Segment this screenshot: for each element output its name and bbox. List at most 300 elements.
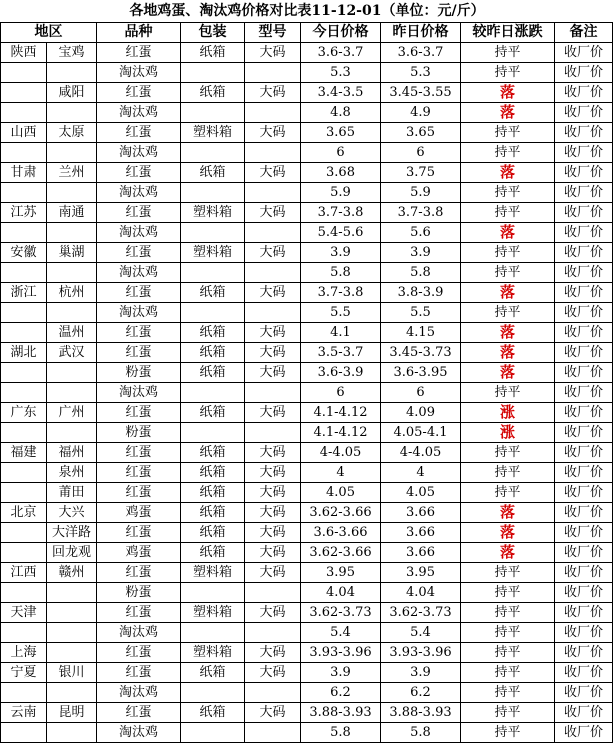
table-row xyxy=(1,123,613,143)
packaging-cell xyxy=(181,423,245,443)
today-price-cell: 5.8 xyxy=(301,723,381,743)
size-cell: 大码 xyxy=(245,503,301,523)
yesterday-price-cell: 3.66 xyxy=(381,503,461,523)
table-row xyxy=(1,543,613,563)
yesterday-price-cell: 6 xyxy=(381,383,461,403)
city-cell: 莆田 xyxy=(47,483,97,503)
packaging-cell: 纸箱 xyxy=(181,523,245,543)
packaging-cell xyxy=(181,183,245,203)
packaging-cell xyxy=(181,223,245,243)
yesterday-price-cell: 3.66 xyxy=(381,523,461,543)
today-price-cell: 3.68 xyxy=(301,163,381,183)
size-cell: 大码 xyxy=(245,703,301,723)
packaging-cell: 塑料箱 xyxy=(181,643,245,663)
variety-cell: 红蛋 xyxy=(97,523,181,543)
today-price-cell: 4.1-4.12 xyxy=(301,423,381,443)
yesterday-price-cell: 3.95 xyxy=(381,563,461,583)
variety-cell: 淘汰鸡 xyxy=(97,183,181,203)
header-yesterday-price: 昨日价格 xyxy=(381,23,461,43)
change-cell: 持平 xyxy=(461,463,555,483)
change-cell: 持平 xyxy=(461,603,555,623)
city-cell xyxy=(47,223,97,243)
today-price-cell: 4.1-4.12 xyxy=(301,403,381,423)
city-cell: 兰州 xyxy=(47,163,97,183)
province-cell xyxy=(1,463,47,483)
city-cell xyxy=(47,303,97,323)
size-cell: 大码 xyxy=(245,203,301,223)
today-price-cell: 3.5-3.7 xyxy=(301,343,381,363)
size-cell xyxy=(245,723,301,743)
today-price-cell: 4.8 xyxy=(301,103,381,123)
city-cell xyxy=(47,263,97,283)
today-price-cell: 3.93-3.96 xyxy=(301,643,381,663)
change-cell: 持平 xyxy=(461,583,555,603)
city-cell: 杭州 xyxy=(47,283,97,303)
packaging-cell: 纸箱 xyxy=(181,283,245,303)
size-cell xyxy=(245,683,301,703)
city-cell xyxy=(47,183,97,203)
note-cell: 收厂价 xyxy=(555,63,613,83)
yesterday-price-cell: 3.93-3.96 xyxy=(381,643,461,663)
change-cell: 持平 xyxy=(461,623,555,643)
city-cell xyxy=(47,603,97,623)
packaging-cell: 纸箱 xyxy=(181,543,245,563)
today-price-cell: 3.88-3.93 xyxy=(301,703,381,723)
change-cell: 涨 xyxy=(461,403,555,423)
table-row xyxy=(1,523,613,543)
size-cell xyxy=(245,223,301,243)
note-cell: 收厂价 xyxy=(555,43,613,63)
city-cell: 大兴 xyxy=(47,503,97,523)
size-cell: 大码 xyxy=(245,663,301,683)
table-row xyxy=(1,723,613,743)
variety-cell: 淘汰鸡 xyxy=(97,383,181,403)
note-cell: 收厂价 xyxy=(555,183,613,203)
city-cell xyxy=(47,423,97,443)
province-cell xyxy=(1,83,47,103)
variety-cell: 红蛋 xyxy=(97,463,181,483)
province-cell: 北京 xyxy=(1,503,47,523)
today-price-cell: 3.7-3.8 xyxy=(301,283,381,303)
table-row xyxy=(1,423,613,443)
province-cell: 江西 xyxy=(1,563,47,583)
note-cell: 收厂价 xyxy=(555,363,613,383)
province-cell xyxy=(1,723,47,743)
table-row xyxy=(1,43,613,63)
packaging-cell xyxy=(181,303,245,323)
table-row xyxy=(1,143,613,163)
table-row xyxy=(1,103,613,123)
variety-cell: 红蛋 xyxy=(97,203,181,223)
variety-cell: 红蛋 xyxy=(97,663,181,683)
packaging-cell: 纸箱 xyxy=(181,323,245,343)
yesterday-price-cell: 3.9 xyxy=(381,663,461,683)
note-cell: 收厂价 xyxy=(555,223,613,243)
header-region: 地区 xyxy=(1,23,97,43)
change-cell: 持平 xyxy=(461,563,555,583)
variety-cell: 红蛋 xyxy=(97,403,181,423)
packaging-cell: 纸箱 xyxy=(181,343,245,363)
variety-cell: 粉蛋 xyxy=(97,423,181,443)
yesterday-price-cell: 4-4.05 xyxy=(381,443,461,463)
note-cell: 收厂价 xyxy=(555,603,613,623)
packaging-cell xyxy=(181,103,245,123)
province-cell xyxy=(1,623,47,643)
variety-cell: 淘汰鸡 xyxy=(97,683,181,703)
header-variety: 品种 xyxy=(97,23,181,43)
yesterday-price-cell: 4.15 xyxy=(381,323,461,343)
variety-cell: 淘汰鸡 xyxy=(97,223,181,243)
table-row xyxy=(1,443,613,463)
province-cell xyxy=(1,423,47,443)
packaging-cell xyxy=(181,63,245,83)
change-cell: 持平 xyxy=(461,203,555,223)
packaging-cell: 纸箱 xyxy=(181,703,245,723)
size-cell xyxy=(245,383,301,403)
change-cell: 持平 xyxy=(461,643,555,663)
yesterday-price-cell: 4.04 xyxy=(381,583,461,603)
today-price-cell: 5.8 xyxy=(301,263,381,283)
header-size: 型号 xyxy=(245,23,301,43)
header-today-price: 今日价格 xyxy=(301,23,381,43)
size-cell: 大码 xyxy=(245,603,301,623)
size-cell: 大码 xyxy=(245,643,301,663)
packaging-cell xyxy=(181,263,245,283)
packaging-cell xyxy=(181,383,245,403)
yesterday-price-cell: 3.9 xyxy=(381,243,461,263)
city-cell: 南通 xyxy=(47,203,97,223)
size-cell: 大码 xyxy=(245,443,301,463)
yesterday-price-cell: 5.5 xyxy=(381,303,461,323)
yesterday-price-cell: 3.45-3.55 xyxy=(381,83,461,103)
variety-cell: 红蛋 xyxy=(97,83,181,103)
province-cell: 福建 xyxy=(1,443,47,463)
city-cell xyxy=(47,383,97,403)
size-cell: 大码 xyxy=(245,343,301,363)
note-cell: 收厂价 xyxy=(555,83,613,103)
province-cell xyxy=(1,363,47,383)
packaging-cell: 纸箱 xyxy=(181,363,245,383)
table-row xyxy=(1,323,613,343)
table-row xyxy=(1,583,613,603)
table-row xyxy=(1,643,613,663)
note-cell: 收厂价 xyxy=(555,483,613,503)
change-cell: 持平 xyxy=(461,443,555,463)
city-cell xyxy=(47,683,97,703)
province-cell: 江苏 xyxy=(1,203,47,223)
today-price-cell: 5.3 xyxy=(301,63,381,83)
today-price-cell: 3.9 xyxy=(301,663,381,683)
change-cell: 持平 xyxy=(461,703,555,723)
change-cell: 持平 xyxy=(461,43,555,63)
variety-cell: 淘汰鸡 xyxy=(97,623,181,643)
change-cell: 落 xyxy=(461,323,555,343)
change-cell: 持平 xyxy=(461,123,555,143)
today-price-cell: 4-4.05 xyxy=(301,443,381,463)
province-cell: 浙江 xyxy=(1,283,47,303)
province-cell xyxy=(1,383,47,403)
note-cell: 收厂价 xyxy=(555,103,613,123)
variety-cell: 淘汰鸡 xyxy=(97,303,181,323)
yesterday-price-cell: 4.9 xyxy=(381,103,461,123)
table-row xyxy=(1,663,613,683)
variety-cell: 红蛋 xyxy=(97,343,181,363)
yesterday-price-cell: 6 xyxy=(381,143,461,163)
variety-cell: 红蛋 xyxy=(97,243,181,263)
city-cell: 广州 xyxy=(47,403,97,423)
table-row xyxy=(1,183,613,203)
size-cell: 大码 xyxy=(245,83,301,103)
today-price-cell: 3.62-3.66 xyxy=(301,503,381,523)
city-cell xyxy=(47,363,97,383)
variety-cell: 红蛋 xyxy=(97,323,181,343)
variety-cell: 红蛋 xyxy=(97,163,181,183)
city-cell: 武汉 xyxy=(47,343,97,363)
note-cell: 收厂价 xyxy=(555,703,613,723)
packaging-cell: 纸箱 xyxy=(181,663,245,683)
yesterday-price-cell: 5.3 xyxy=(381,63,461,83)
table-row xyxy=(1,243,613,263)
variety-cell: 红蛋 xyxy=(97,443,181,463)
province-cell: 湖北 xyxy=(1,343,47,363)
header-packaging: 包装 xyxy=(181,23,245,43)
note-cell: 收厂价 xyxy=(555,643,613,663)
yesterday-price-cell: 3.88-3.93 xyxy=(381,703,461,723)
size-cell: 大码 xyxy=(245,543,301,563)
change-cell: 落 xyxy=(461,543,555,563)
packaging-cell: 纸箱 xyxy=(181,483,245,503)
city-cell xyxy=(47,63,97,83)
variety-cell: 粉蛋 xyxy=(97,583,181,603)
today-price-cell: 5.9 xyxy=(301,183,381,203)
change-cell: 持平 xyxy=(461,263,555,283)
packaging-cell xyxy=(181,143,245,163)
size-cell xyxy=(245,63,301,83)
packaging-cell: 纸箱 xyxy=(181,163,245,183)
today-price-cell: 3.62-3.66 xyxy=(301,543,381,563)
province-cell xyxy=(1,183,47,203)
packaging-cell xyxy=(181,623,245,643)
province-cell xyxy=(1,543,47,563)
note-cell: 收厂价 xyxy=(555,283,613,303)
table-row xyxy=(1,463,613,483)
table-row xyxy=(1,203,613,223)
yesterday-price-cell: 3.8-3.9 xyxy=(381,283,461,303)
city-cell: 巢湖 xyxy=(47,243,97,263)
table-row xyxy=(1,483,613,503)
change-cell: 落 xyxy=(461,343,555,363)
table-row xyxy=(1,563,613,583)
variety-cell: 红蛋 xyxy=(97,283,181,303)
yesterday-price-cell: 3.45-3.73 xyxy=(381,343,461,363)
change-cell: 涨 xyxy=(461,423,555,443)
note-cell: 收厂价 xyxy=(555,123,613,143)
variety-cell: 红蛋 xyxy=(97,123,181,143)
yesterday-price-cell: 3.62-3.73 xyxy=(381,603,461,623)
table-row xyxy=(1,503,613,523)
change-cell: 持平 xyxy=(461,723,555,743)
note-cell: 收厂价 xyxy=(555,403,613,423)
note-cell: 收厂价 xyxy=(555,163,613,183)
note-cell: 收厂价 xyxy=(555,623,613,643)
packaging-cell: 纸箱 xyxy=(181,463,245,483)
province-cell xyxy=(1,263,47,283)
today-price-cell: 4.04 xyxy=(301,583,381,603)
yesterday-price-cell: 3.7-3.8 xyxy=(381,203,461,223)
size-cell xyxy=(245,623,301,643)
province-cell xyxy=(1,223,47,243)
packaging-cell xyxy=(181,723,245,743)
note-cell: 收厂价 xyxy=(555,443,613,463)
province-cell xyxy=(1,63,47,83)
yesterday-price-cell: 3.66 xyxy=(381,543,461,563)
variety-cell: 淘汰鸡 xyxy=(97,723,181,743)
today-price-cell: 6 xyxy=(301,383,381,403)
yesterday-price-cell: 5.6 xyxy=(381,223,461,243)
size-cell: 大码 xyxy=(245,323,301,343)
today-price-cell: 4.1 xyxy=(301,323,381,343)
packaging-cell: 塑料箱 xyxy=(181,123,245,143)
yesterday-price-cell: 5.8 xyxy=(381,723,461,743)
note-cell: 收厂价 xyxy=(555,303,613,323)
today-price-cell: 3.9 xyxy=(301,243,381,263)
note-cell: 收厂价 xyxy=(555,383,613,403)
table-row xyxy=(1,603,613,623)
note-cell: 收厂价 xyxy=(555,423,613,443)
packaging-cell: 纸箱 xyxy=(181,83,245,103)
yesterday-price-cell: 4.05 xyxy=(381,483,461,503)
yesterday-price-cell: 3.6-3.95 xyxy=(381,363,461,383)
province-cell: 广东 xyxy=(1,403,47,423)
change-cell: 落 xyxy=(461,83,555,103)
packaging-cell: 纸箱 xyxy=(181,403,245,423)
today-price-cell: 3.6-3.66 xyxy=(301,523,381,543)
variety-cell: 淘汰鸡 xyxy=(97,103,181,123)
city-cell: 温州 xyxy=(47,323,97,343)
today-price-cell: 3.6-3.9 xyxy=(301,363,381,383)
city-cell: 泉州 xyxy=(47,463,97,483)
note-cell: 收厂价 xyxy=(555,543,613,563)
variety-cell: 红蛋 xyxy=(97,43,181,63)
city-cell xyxy=(47,583,97,603)
variety-cell: 淘汰鸡 xyxy=(97,263,181,283)
variety-cell: 红蛋 xyxy=(97,703,181,723)
change-cell: 落 xyxy=(461,523,555,543)
size-cell: 大码 xyxy=(245,463,301,483)
province-cell xyxy=(1,323,47,343)
province-cell xyxy=(1,683,47,703)
note-cell: 收厂价 xyxy=(555,143,613,163)
yesterday-price-cell: 5.9 xyxy=(381,183,461,203)
size-cell: 大码 xyxy=(245,483,301,503)
today-price-cell: 3.65 xyxy=(301,123,381,143)
size-cell: 大码 xyxy=(245,363,301,383)
note-cell: 收厂价 xyxy=(555,323,613,343)
change-cell: 持平 xyxy=(461,483,555,503)
table-row xyxy=(1,263,613,283)
yesterday-price-cell: 5.8 xyxy=(381,263,461,283)
note-cell: 收厂价 xyxy=(555,583,613,603)
yesterday-price-cell: 4 xyxy=(381,463,461,483)
yesterday-price-cell: 4.05-4.1 xyxy=(381,423,461,443)
change-cell: 落 xyxy=(461,223,555,243)
table-row xyxy=(1,703,613,723)
province-cell: 宁夏 xyxy=(1,663,47,683)
note-cell: 收厂价 xyxy=(555,723,613,743)
province-cell: 陕西 xyxy=(1,43,47,63)
today-price-cell: 6.2 xyxy=(301,683,381,703)
size-cell: 大码 xyxy=(245,563,301,583)
province-cell xyxy=(1,143,47,163)
header-note: 备注 xyxy=(555,23,613,43)
packaging-cell: 纸箱 xyxy=(181,43,245,63)
yesterday-price-cell: 4.09 xyxy=(381,403,461,423)
province-cell: 甘肃 xyxy=(1,163,47,183)
packaging-cell: 塑料箱 xyxy=(181,203,245,223)
yesterday-price-cell: 3.6-3.7 xyxy=(381,43,461,63)
packaging-cell: 纸箱 xyxy=(181,503,245,523)
variety-cell: 鸡蛋 xyxy=(97,543,181,563)
province-cell xyxy=(1,103,47,123)
table-row xyxy=(1,63,613,83)
header-change: 较昨日涨跌 xyxy=(461,23,555,43)
note-cell: 收厂价 xyxy=(555,343,613,363)
city-cell xyxy=(47,723,97,743)
size-cell xyxy=(245,143,301,163)
note-cell: 收厂价 xyxy=(555,503,613,523)
table-row xyxy=(1,83,613,103)
change-cell: 落 xyxy=(461,103,555,123)
today-price-cell: 3.62-3.73 xyxy=(301,603,381,623)
note-cell: 收厂价 xyxy=(555,243,613,263)
note-cell: 收厂价 xyxy=(555,523,613,543)
change-cell: 持平 xyxy=(461,683,555,703)
city-cell: 福州 xyxy=(47,443,97,463)
city-cell: 昆明 xyxy=(47,703,97,723)
size-cell: 大码 xyxy=(245,403,301,423)
note-cell: 收厂价 xyxy=(555,663,613,683)
table-body xyxy=(1,43,613,743)
table-title: 各地鸡蛋、淘汰鸡价格对比表11-12-01（单位：元/斤） xyxy=(129,3,485,19)
variety-cell: 红蛋 xyxy=(97,603,181,623)
packaging-cell: 塑料箱 xyxy=(181,243,245,263)
table-row xyxy=(1,383,613,403)
province-cell: 山西 xyxy=(1,123,47,143)
city-cell: 咸阳 xyxy=(47,83,97,103)
city-cell: 回龙观 xyxy=(47,543,97,563)
change-cell: 持平 xyxy=(461,663,555,683)
today-price-cell: 3.95 xyxy=(301,563,381,583)
variety-cell: 红蛋 xyxy=(97,563,181,583)
size-cell xyxy=(245,103,301,123)
change-cell: 持平 xyxy=(461,383,555,403)
today-price-cell: 5.5 xyxy=(301,303,381,323)
size-cell: 大码 xyxy=(245,243,301,263)
table-row xyxy=(1,163,613,183)
variety-cell: 淘汰鸡 xyxy=(97,143,181,163)
province-cell: 天津 xyxy=(1,603,47,623)
packaging-cell xyxy=(181,683,245,703)
change-cell: 持平 xyxy=(461,243,555,263)
province-cell xyxy=(1,303,47,323)
today-price-cell: 3.4-3.5 xyxy=(301,83,381,103)
note-cell: 收厂价 xyxy=(555,563,613,583)
table-row xyxy=(1,363,613,383)
size-cell: 大码 xyxy=(245,163,301,183)
today-price-cell: 5.4-5.6 xyxy=(301,223,381,243)
variety-cell: 鸡蛋 xyxy=(97,503,181,523)
province-cell xyxy=(1,523,47,543)
